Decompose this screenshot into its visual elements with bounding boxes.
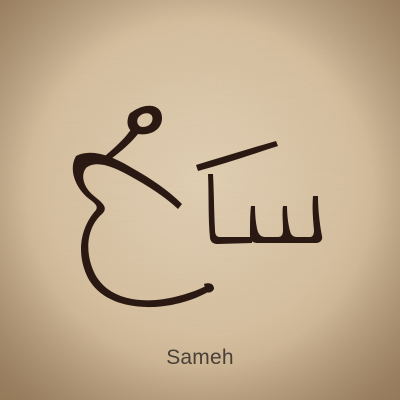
name-caption: Sameh: [166, 346, 234, 369]
